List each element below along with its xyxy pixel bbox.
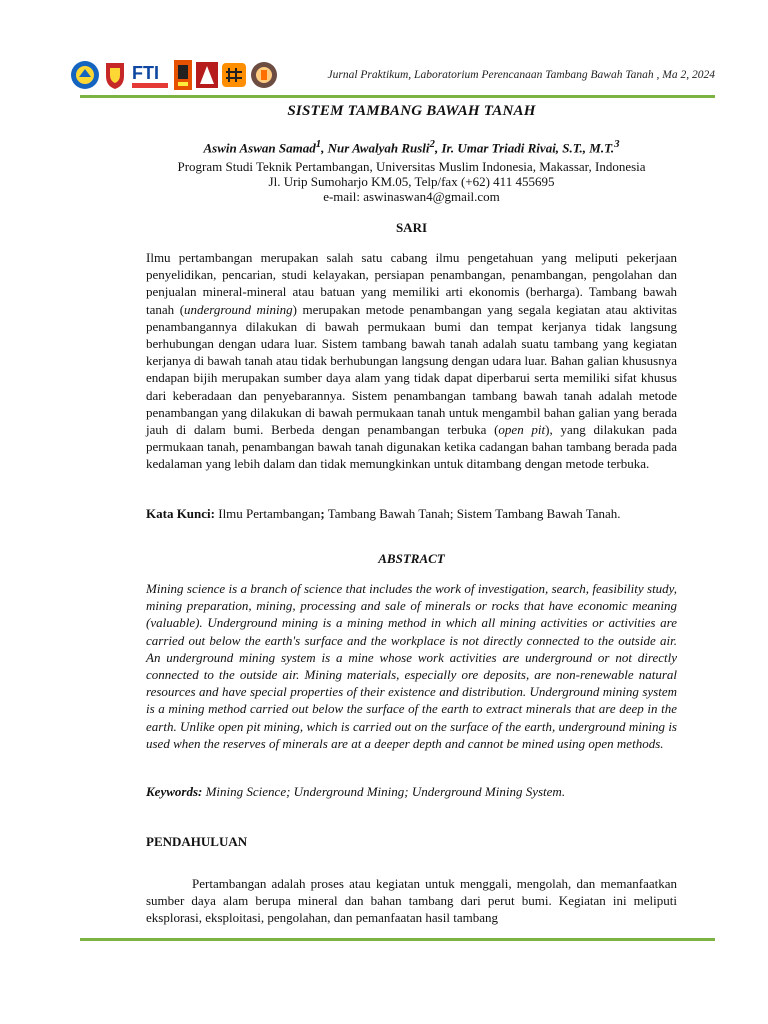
hash-club-logo <box>222 60 246 90</box>
crest-logo <box>104 60 126 90</box>
pendahuluan-paragraph: Pertambangan adalah proses atau kegiatan untuk menggali, mengolah, dan memanfaatkan sumber daya alam berupa mineral dan bahan tambang dari perut bumi. Kegiatan ini meliputi eksplorasi, eksploitasi, pengolahan, dan pemanfaatan hasil tambang <box>146 876 677 926</box>
kata-kunci-text: Tambang Bawah Tanah; Sistem Tambang Bawah Tanah. <box>324 506 621 521</box>
sari-term: underground mining <box>184 301 293 317</box>
page-header <box>70 58 715 92</box>
pendahuluan-heading: PENDAHULUAN <box>146 834 248 849</box>
keywords-label: Keywords: <box>146 784 203 799</box>
author-name: , Nur Awalyah Rusli <box>321 140 430 156</box>
affiliation-block <box>146 159 677 204</box>
author-affiliation-mark: 2 <box>429 138 435 150</box>
mining-society-logo <box>196 60 218 90</box>
kata-kunci-text: Ilmu Pertambangan <box>214 506 321 521</box>
journal-citation: Jurnal Praktikum, Laboratorium Perencanaan Tambang Bawah Tanah , Ma 2, 2024 <box>327 69 715 81</box>
sari-paragraph <box>146 249 677 473</box>
email-line: e-mail: aswinaswan4@gmail.com <box>323 189 500 204</box>
author-name: Aswin Aswan Samad <box>203 140 316 156</box>
author-list <box>146 138 677 156</box>
kata-kunci-line <box>146 506 677 522</box>
author-affiliation-mark: 1 <box>315 138 322 150</box>
abstract-heading: ABSTRACT <box>378 551 445 566</box>
logo-strip <box>70 58 278 92</box>
abstract-paragraph: Mining science is a branch of science that includes the work of investigation, search, feasibility study, mining preparation, mining, processing and sale of minerals or rocks that have economic meaning (valuable). Underground mining is a mining method in which all mining activities or activities are carried out below the earth's surface and the workplace is not directly connected to the outside air. An underground mining system is a mine whose work activities are underground or not directly connected to the outside air. Mining materials, especially ore deposits, are non-renewable natural resources and have special properties of their existence and distribution. Underground mining system is a mining method carried out below the surface of the earth to extract minerals that are deep in the earth. Unlike open pit mining, which is carried out on the surface of the earth, underground mining is used when the reserves of minerals are at a deeper depth and cannot be mined using open methods. <box>146 581 677 751</box>
address-line: Jl. Urip Sumoharjo KM.05, Telp/fax (+62) 411 455695 <box>268 174 555 189</box>
paper-title: SISTEM TAMBANG BAWAH TANAH <box>287 103 536 119</box>
keywords-text: Mining Science; Underground Mining; Underground Mining System. <box>202 784 566 799</box>
department-logo <box>174 60 192 90</box>
laboratory-logo <box>250 60 278 90</box>
author-affiliation-mark: 3 <box>614 138 620 150</box>
fti-logo-text: FTI <box>132 63 159 83</box>
header-divider <box>80 95 715 98</box>
sari-heading: SARI <box>395 220 428 235</box>
kata-kunci-label: Kata Kunci: <box>146 506 215 521</box>
sari-text: Ilmu pertambangan merupakan salah satu cabang ilmu pengetahuan yang meliputi pekerjaan penyelidikan, pencarian, studi kelayakan, persiapan penambangan, penambangan, pengolahan dan penjualan mineral-mineral atau batuan yang memiliki arti ekonomis (berharga). Tambang bawah tanah ( <box>146 250 677 317</box>
sari-term: open pit <box>498 422 546 438</box>
fti-logo <box>130 59 170 91</box>
author-name: , Ir. Umar Triadi Rivai, S.T., M.T. <box>434 140 615 156</box>
affiliation-line: Program Studi Teknik Pertambangan, Universitas Muslim Indonesia, Makassar, Indonesia <box>177 159 646 174</box>
kata-kunci-separator: ; <box>320 506 325 521</box>
sari-text: ), yang dilakukan pada permukaan tanah, penambangan bawah tanah digunakan ketika cadangan bahan tambang berada pada kedalaman yang lebih dalam dan tidak memungkinkan untuk ditambang dengan metode terbuka. <box>146 422 677 472</box>
university-emblem-logo <box>70 60 100 90</box>
sari-text: ) merupakan metode penambangan yang segala kegiatan atau aktivitas penambangannya dilakukan di bawah permukaan bumi dan tempat kerjanya tidak langsung berhubungan dengan udara luar. Sistem tambang bawah tanah adalah suatu tambang yang kegiatan kerjanya di bawah tanah atau tidak berhubungan langsung dengan udara luar. Bahan galian khususnya endapan bijih merupakan sumber daya alam yang tidak dapat diperbarui serta memiliki sifat khusus dari keberadaan dan penyebarannya. Sistem penambangan tambang bawah tanah adalah metode penambangan yang dilakukan di bawah permukaan tanah untuk mengambil bahan galian yang berada jauh di dalam bumi. Berbeda dengan penambangan terbuka ( <box>146 301 677 438</box>
footer-divider <box>80 938 715 941</box>
keywords-line <box>146 784 677 800</box>
